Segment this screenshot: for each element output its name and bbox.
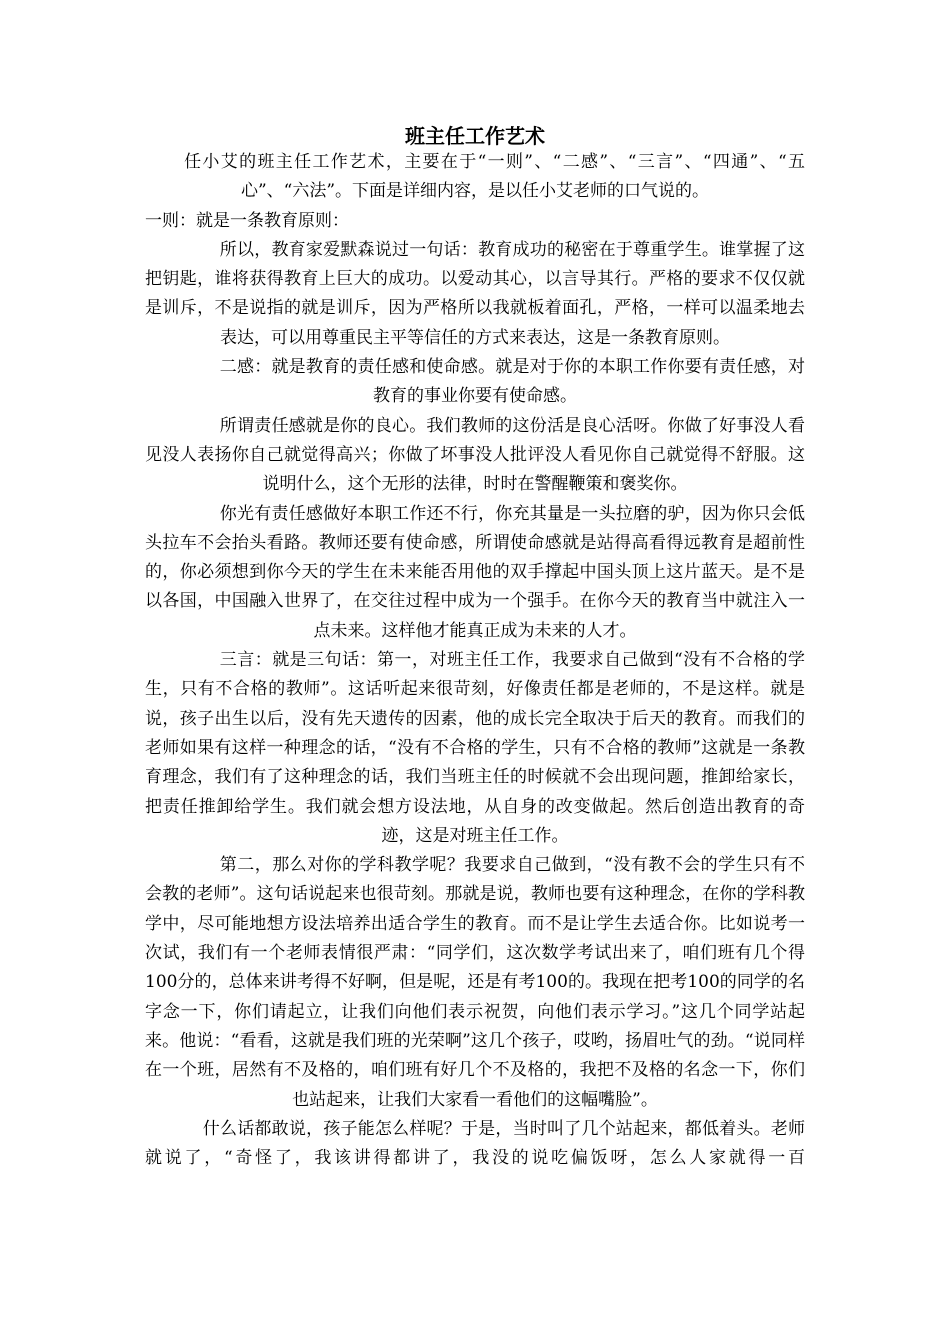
document-title: 班主任工作艺术 (405, 124, 545, 148)
paragraph-two-senses: 二感：就是教育的责任感和使命感。就是对于你的本职工作你要有责任感，对教育的事业你要有使命感。 (219, 357, 805, 407)
paragraph-intro: 任小艾的班主任工作艺术，主要在于“一则”、“二感”、“三言”、“四通”、“五心”、“六法”。下面是详细内容，是以任小艾老师的口气说的。 (184, 152, 805, 202)
paragraph-responsibility: 所谓责任感就是你的良心。我们教师的这份活是良心活呀。你做了好事没人看见没人表扬你自己就觉得高兴；你做了坏事没人批评没人看见你自己就觉得不舒服。这说明什么，这个无形的法律，时时在警醒鞭策和褒奖你。 (145, 415, 805, 495)
paragraph-principle: 所以，教育家爱默森说过一句话：教育成功的秘密在于尊重学生。谁掌握了这把钥匙，谁将获得教育上巨大的成功。以爱动其心，以言导其行。严格的要求不仅仅就是训斥，不是说指的就是训斥，因为严格所以我就板着面孔，严格，一样可以温柔地去表达，可以用尊重民主平等信任的方式来表达，这是一条教育原则。 (145, 239, 805, 348)
paragraph-principle-heading: 一则：就是一条教育原则： (145, 210, 349, 231)
paragraph-story: 什么话都敢说，孩子能怎么样呢？于是，当时叫了几个站起来，都低着头。老师就说了，“奇怪了，我该讲得都讲了，我没的说吃偏饭呀，怎么人家就得一百 (145, 1118, 805, 1169)
paragraph-mission: 你光有责任感做好本职工作还不行，你充其量是一头拉磨的驴，因为你只会低头拉车不会抬头看路。教师还要有使命感，所谓使命感就是站得高看得远教育是超前性的，你必须想到你今天的学生在未来能否用他的双手撑起中国头顶上这片蓝天。是不是以各国，中国融入世界了，在交往过程中成为一个强手。在你今天的教育当中就注入一点未来。这样他才能真正成为未来的人才。 (145, 503, 805, 641)
document-body (145, 148, 805, 1173)
paragraph-three-sayings: 三言：就是三句话：第一，对班主任工作，我要求自己做到“没有不合格的学生，只有不合格的教师”。这话听起来很苛刻，好像责任都是老师的，不是这样。就是说，孩子出生以后，没有先天遗传的因素，他的成长完全取决于后天的教育。而我们的老师如果有这样一种理念的话，“没有不合格的学生，只有不合格的教师”这就是一条教育理念，我们有了这种理念的话，我们当班主任的时候就不会出现问题，推卸给家长，把责任推卸给学生。我们就会想方设法地，从自身的改变做起。然后创造出教育的奇迹，这是对班主任工作。 (145, 650, 805, 846)
paragraph-second-saying: 第二，那么对你的学科教学呢？我要求自己做到，“没有教不会的学生只有不会教的老师”。这句话说起来也很苛刻。那就是说，教师也要有这种理念，在你的学科教学中，尽可能地想方设法培养出适合学生的教育。而不是让学生去适合你。比如说考一次试，我们有一个老师表情很严肃：“同学们，这次数学考试出来了，咱们班有几个得100分的，总体来讲考得不好啊，但是呢，还是有考100的。我现在把考100的同学的名字念一下，你们请起立，让我们向他们表示祝贺，向他们表示学习。”这几个同学站起来。他说：“看看，这就是我们班的光荣啊”这几个孩子，哎哟，扬眉吐气的劲。“说同样在一个班，居然有不及格的，咱们班有好几个不及格的，我把不及格的名念一下，你们也站起来，让我们大家看一看他们的这幅嘴脸”。 (145, 855, 805, 1110)
